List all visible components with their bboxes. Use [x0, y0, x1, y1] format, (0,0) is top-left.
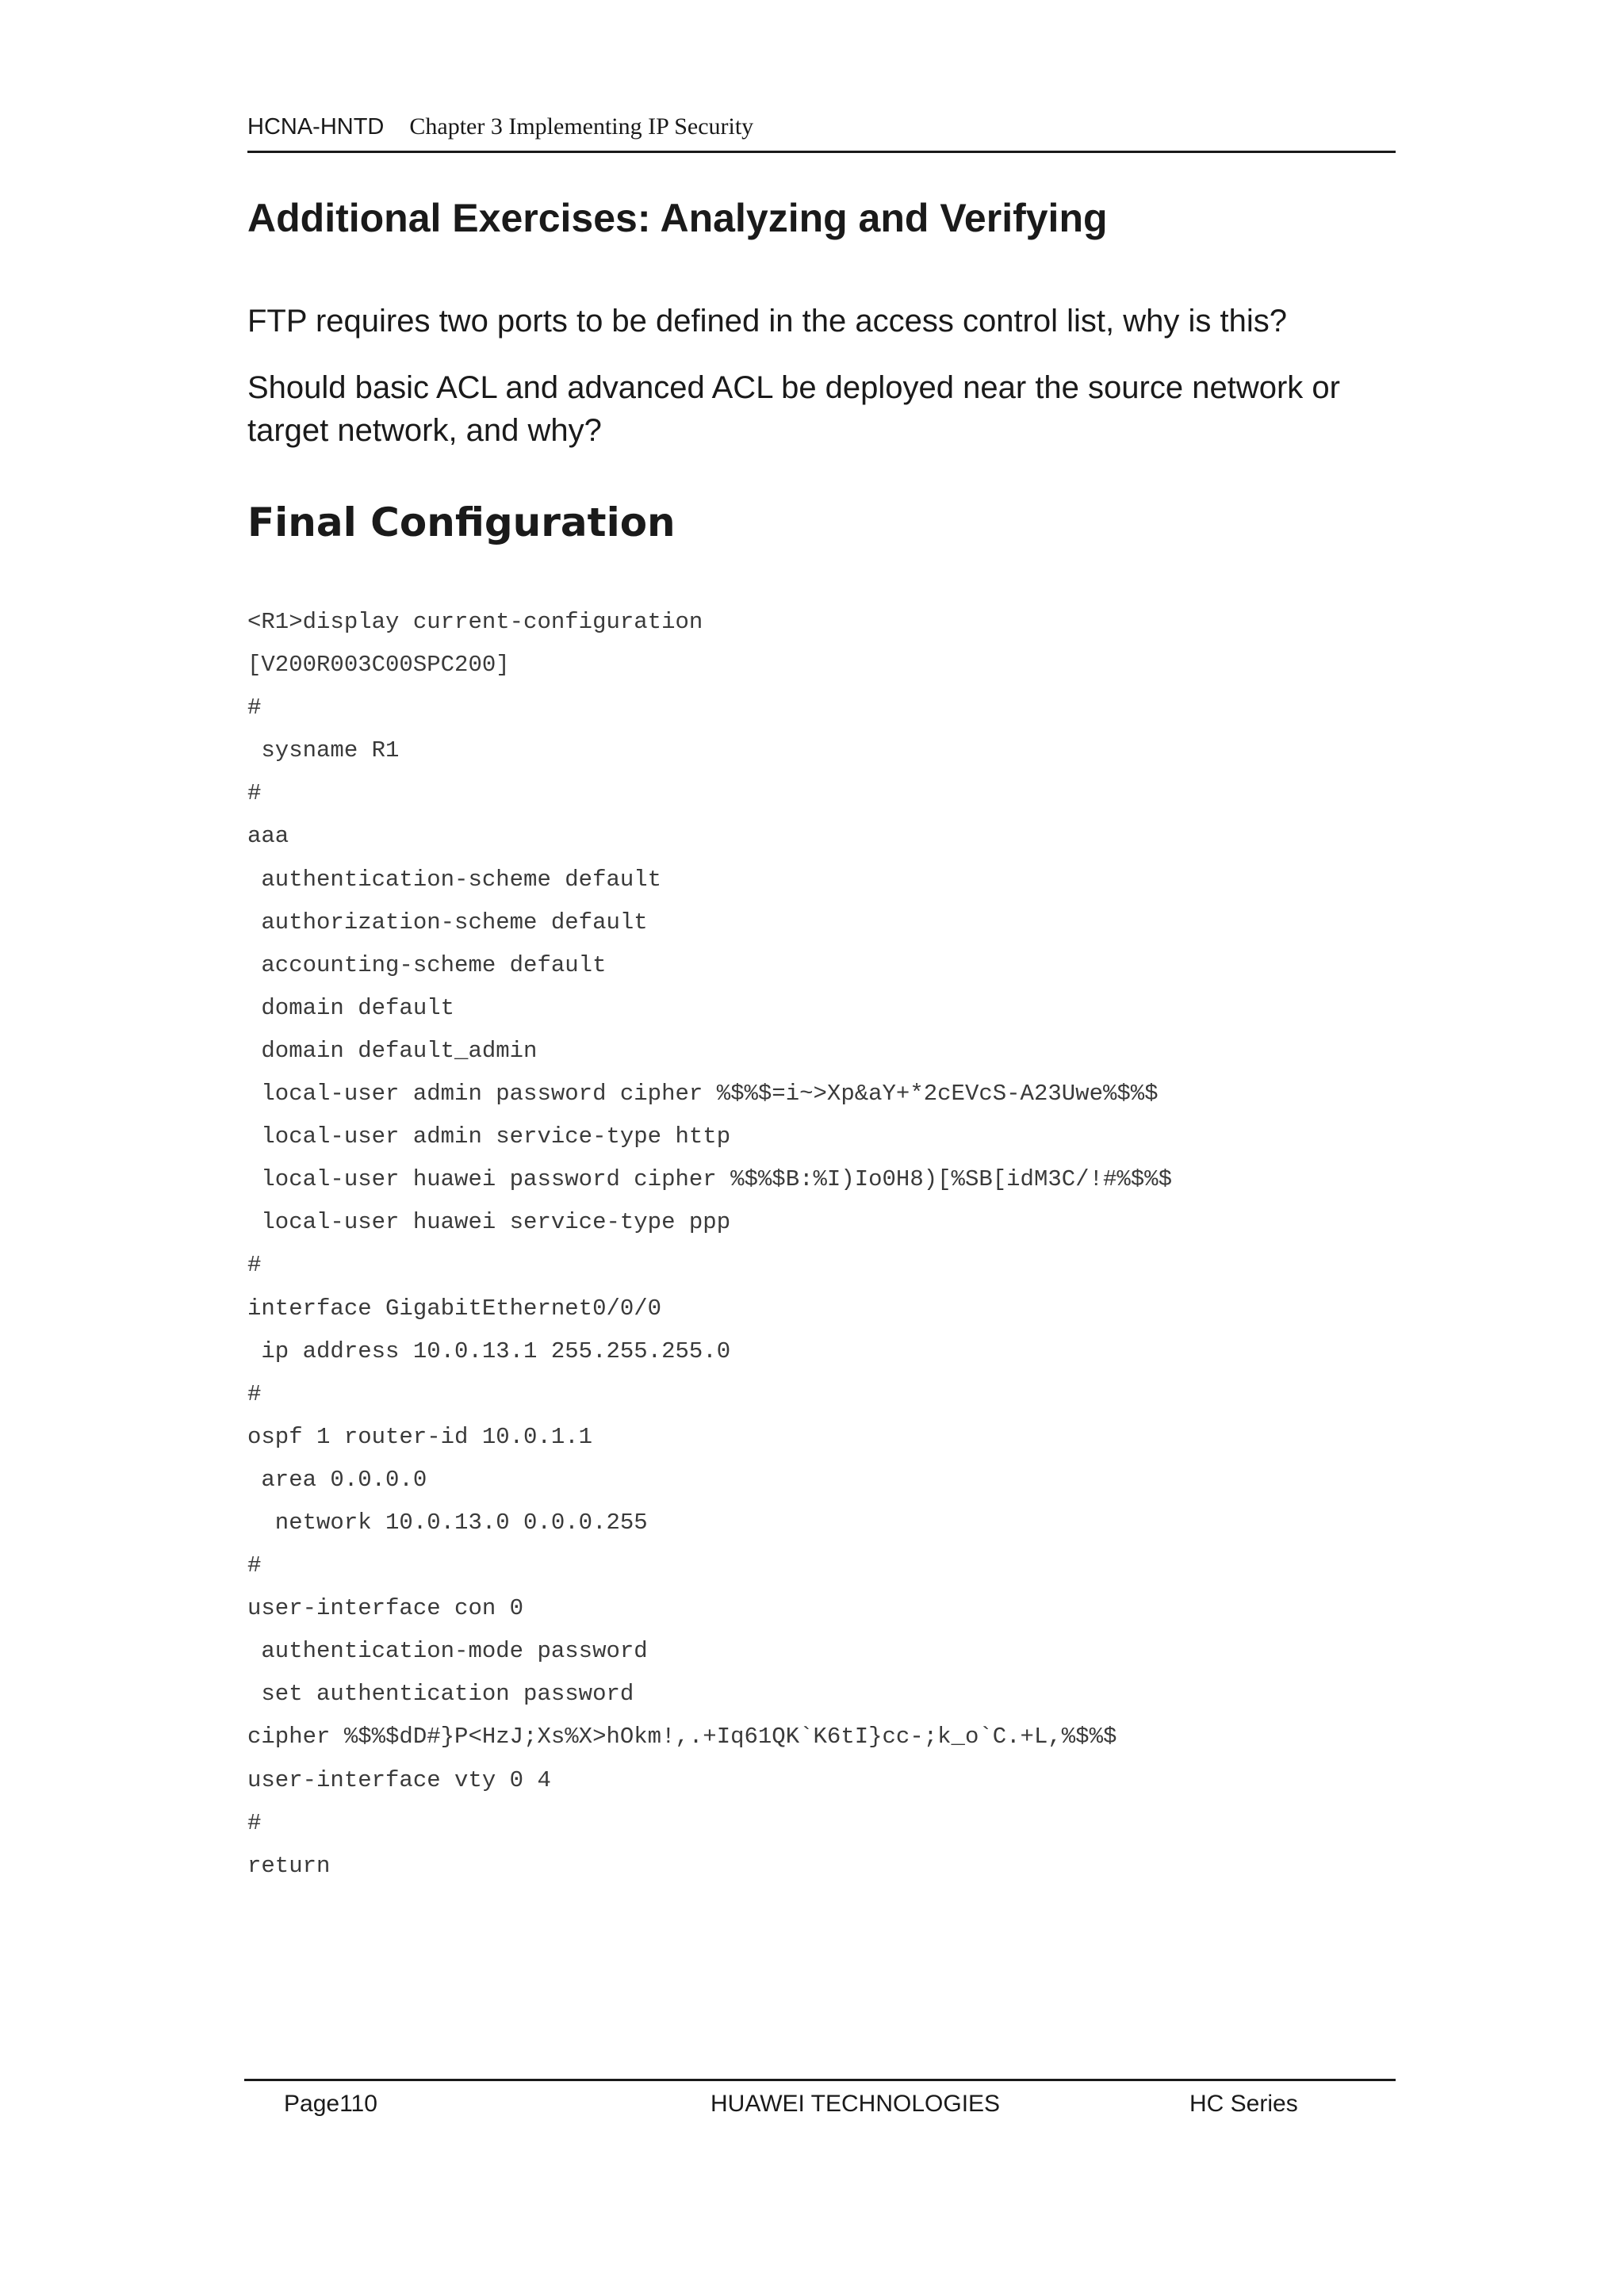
config-line: #	[247, 695, 262, 721]
config-line: local-user admin password cipher %$%$=i~>Xp&aY+*2cEVcS-A23Uwe%$%$	[247, 1081, 1159, 1108]
exercise-question-1: FTP requires two ports to be defined in the access control list, why is this?	[247, 304, 1287, 339]
config-line: local-user admin service-type http	[247, 1123, 731, 1150]
config-line: #	[247, 1552, 262, 1579]
header-course-code: HCNA-HNTD	[247, 113, 385, 140]
final-configuration-heading: Final Configuration	[247, 499, 676, 545]
page-footer	[244, 2079, 1396, 2126]
config-line: authentication-scheme default	[247, 866, 662, 893]
config-line: domain default_admin	[247, 1037, 538, 1064]
config-line: domain default	[247, 994, 455, 1021]
exercise-question-2: Should basic ACL and advanced ACL be deployed near the source network or target network, and why?	[247, 370, 1340, 448]
config-line: cipher %$%$dD#}P<HzJ;Xs%X>hOkm!,.+Iq61QK`K6tI}cc-;k_o`C.+L,%$%$	[247, 1724, 1117, 1751]
config-line: #	[247, 1809, 262, 1836]
config-line: network 10.0.13.0 0.0.0.255	[247, 1509, 648, 1536]
config-line: [V200R003C00SPC200]	[247, 652, 510, 679]
config-line: area 0.0.0.0	[247, 1466, 427, 1493]
configuration-listing	[247, 601, 1172, 1888]
config-line: set authentication password	[247, 1681, 634, 1708]
config-line: ip address 10.0.13.1 255.255.255.0	[247, 1337, 731, 1364]
config-line: user-interface vty 0 4	[247, 1766, 551, 1793]
config-line: user-interface con 0	[247, 1595, 524, 1622]
exercises-heading: Additional Exercises: Analyzing and Verifying	[247, 196, 1108, 240]
header-chapter-title: Chapter 3 Implementing IP Security	[409, 113, 754, 140]
config-line: return	[247, 1852, 331, 1879]
config-line: local-user huawei password cipher %$%$B:%I)Io0H8)[%SB[idM3C/!#%$%$	[247, 1166, 1172, 1193]
page-header	[247, 103, 1396, 153]
config-line: aaa	[247, 823, 289, 850]
footer-series: HC Series	[1189, 2091, 1298, 2117]
config-line: sysname R1	[247, 737, 400, 764]
config-line: interface GigabitEthernet0/0/0	[247, 1295, 662, 1322]
config-line: authentication-mode password	[247, 1638, 648, 1665]
config-line: accounting-scheme default	[247, 951, 607, 978]
config-line: ospf 1 router-id 10.0.1.1	[247, 1423, 593, 1450]
footer-company: HUAWEI TECHNOLOGIES	[710, 2091, 1001, 2117]
config-line: authorization-scheme default	[247, 909, 648, 936]
config-line: local-user huawei service-type ppp	[247, 1209, 731, 1236]
config-line: #	[247, 1380, 262, 1407]
config-line: <R1>display current-configuration	[247, 609, 703, 635]
config-line: #	[247, 780, 262, 807]
config-line: #	[247, 1252, 262, 1279]
footer-page-number: Page110	[284, 2091, 377, 2117]
